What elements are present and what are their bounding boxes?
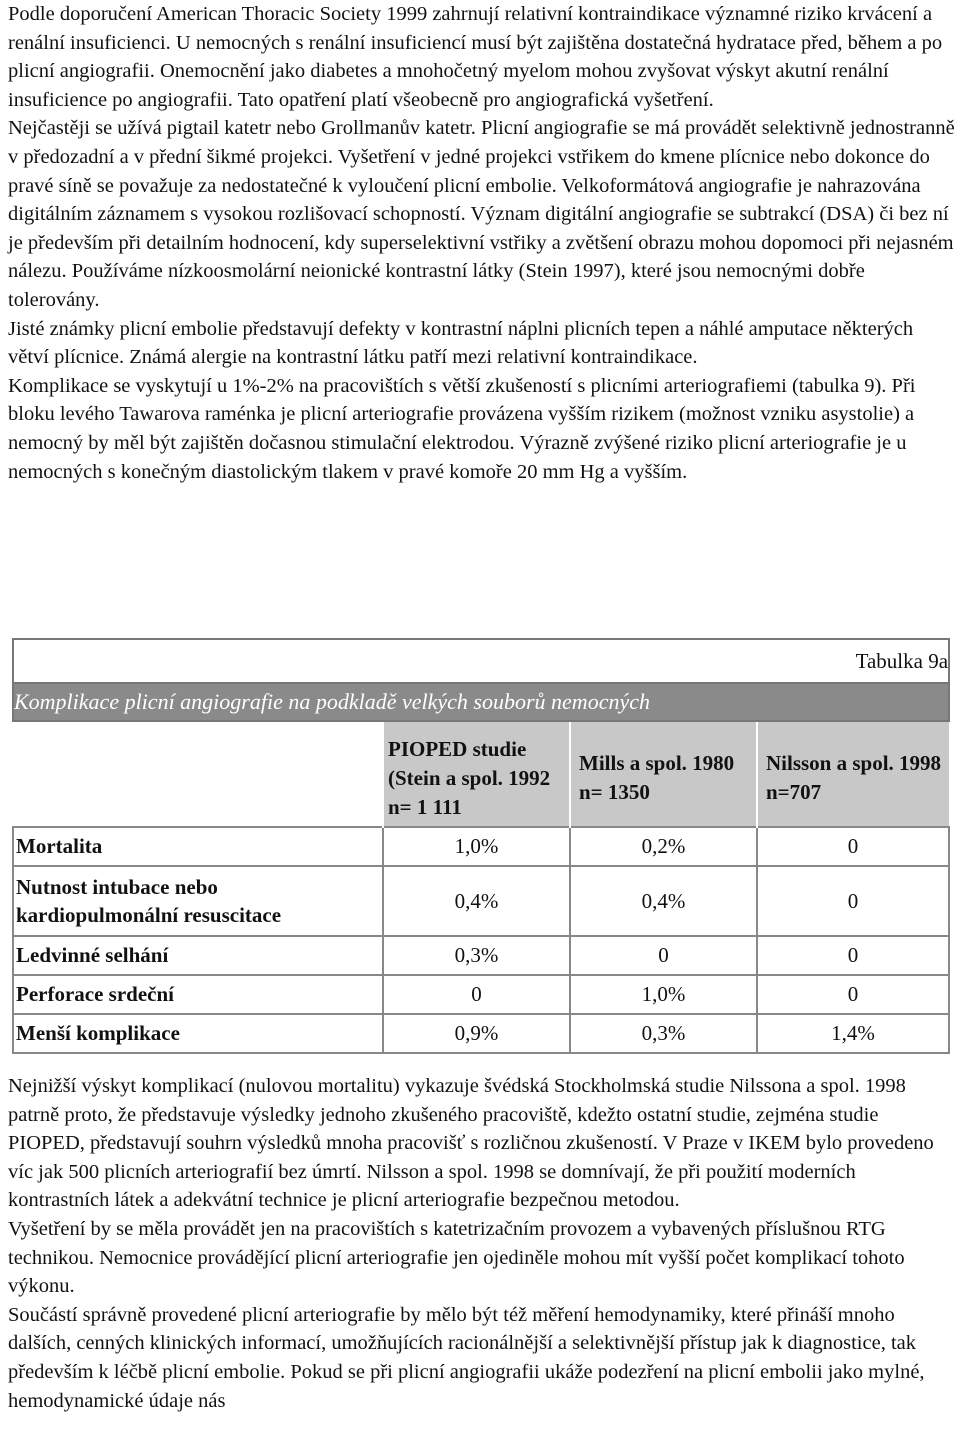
- paragraph-catheter-technique: Nejčastěji se užívá pigtail katetr nebo Grollmanův katetr. Plicní angiografie se má provádět selektivně jednostranně v předozadní a v přední šikmé projekci. Vyšetření v jedné projekci vstřikem do kmene plícnice nebo dokonce do pravé síně se považuje za nedostatečné k vyloučení plicní embolie. Velkoformátová angiografie je nahrazována digitálním záznamem s vysokou rozlišovací schopností. Význam digitální angiografie se subtrakcí (DSA) či bez ní je především při detailním hodnocení, kdy superselektivní vstřiky a zvětšení obrazu mohou dopomoci při nejasném nálezu. Používáme nízkoosmolární neionické kontrastní látky (Stein 1997), které jsou nemocnými dobře tolerovány.: [8, 117, 955, 311]
- table-row: [13, 1014, 949, 1053]
- cell-value: 1,4%: [757, 1014, 949, 1053]
- cell-value: 1,0%: [383, 827, 570, 866]
- table-row: [13, 866, 949, 936]
- row-label-intubation: Nutnost intubace nebo kardiopulmonální resuscitace: [13, 866, 383, 936]
- cell-value: 0,2%: [570, 827, 757, 866]
- table-row: [13, 975, 949, 1014]
- bottom-text-section: [8, 1072, 958, 1415]
- paragraph-contraindications: Podle doporučení American Thoracic Society 1999 zahrnují relativní kontraindikace významné riziko krvácení a renální insuficienci. U nemocných s renální insuficiencí musí být zajištěna dostatečná hydratace před, během a po plicní angiografii. Onemocnění jako diabetes a mnohočetný myelom mohou zvyšovat výskyt akutní renální insuficience po angiografii. Tato opatření platí všeobecně pro angiografická vyšetření.: [8, 3, 943, 111]
- cell-value: 0,4%: [570, 866, 757, 936]
- table-header-pioped: PIOPED studie (Stein a spol. 1992 n= 1 111: [383, 721, 570, 827]
- table-row: [13, 827, 949, 866]
- cell-value: 0: [383, 975, 570, 1014]
- paragraph-lowest-complications: Nejnižší výskyt komplikací (nulovou mortalitu) vykazuje švédská Stockholmská studie Nilssona a spol. 1998 patrně proto, že představuje výsledky jednoho zkušeného pracoviště, kdežto ostatní studie, zejména studie PIOPED, představují souhrn výsledků mnoha pracovišť s rozličnou zkušeností. V Praze v IKEM bylo provedeno víc jak 500 plicních arteriografií bez úmrtí. Nilsson a spol. 1998 se domnívají, že při použití moderních kontrastních látek a adekvátní technice je plicní arteriografie bezpečnou metodou.: [8, 1075, 934, 1212]
- table-header-empty: [13, 721, 383, 827]
- complications-table: [12, 638, 950, 1054]
- row-label-cardiac-perforation: Perforace srdeční: [13, 975, 383, 1014]
- cell-value: 0: [570, 936, 757, 975]
- cell-value: 0,4%: [383, 866, 570, 936]
- cell-value: 1,0%: [570, 975, 757, 1014]
- top-text-section: [8, 0, 958, 486]
- row-label-minor-complications: Menší komplikace: [13, 1014, 383, 1053]
- row-label-renal-failure: Ledvinné selhání: [13, 936, 383, 975]
- cell-value: 0: [757, 975, 949, 1014]
- paragraph-complications: Komplikace se vyskytují u 1%-2% na pracovištích s větší zkušeností s plicními arteriografiemi (tabulka 9). Při bloku levého Tawarova raménka je plicní arteriografie provázena vyšším rizikem (možnost vzniku asystolie) a nemocný by měl být zajištěn dočasnou stimulační elektrodou. Výrazně zvýšené riziko plicní arteriografie je u nemocných s konečným diastolickým tlakem v pravé komoře 20 mm Hg a vyšším.: [8, 374, 916, 483]
- table-header-nilsson: Nilsson a spol. 1998 n=707: [757, 721, 949, 827]
- table-caption: Tabulka 9a: [13, 639, 949, 683]
- paragraph-hemodynamics: Součástí správně provedené plicní arteriografie by mělo být též měření hemodynamiky, které přináší mnoho dalších, cenných klinických informací, umožňujících racionálnější a selektivnější přístup jak k diagnostice, tak především k léčbě plicní embolie. Pokud se při plicní angiografii ukáže podezření na plicní embolii jako mylné, hemodynamické údaje nás: [8, 1303, 925, 1412]
- table-row: [13, 936, 949, 975]
- row-label-mortality: Mortalita: [13, 827, 383, 866]
- paragraph-embolism-signs: Jisté známky plicní embolie představují defekty v kontrastní náplni plicních tepen a náhlé amputace některých větví plícnice. Známá alergie na kontrastní látku patří mezi relativní kontraindikace.: [8, 317, 914, 369]
- table-title: Komplikace plicní angiografie na podkladě velkých souborů nemocných: [13, 683, 949, 721]
- cell-value: 0,9%: [383, 1014, 570, 1053]
- cell-value: 0: [757, 827, 949, 866]
- complications-table-container: [12, 638, 948, 1054]
- cell-value: 0: [757, 866, 949, 936]
- table-header-mills: Mills a spol. 1980 n= 1350: [570, 721, 757, 827]
- paragraph-workplace-requirements: Vyšetření by se měla provádět jen na pracovištích s katetrizačním provozem a vybavených příslušnou RTG technikou. Nemocnice provádějící plicní arteriografie jen ojediněle mohou mít vyšší počet komplikací tohoto výkonu.: [8, 1217, 905, 1298]
- cell-value: 0,3%: [570, 1014, 757, 1053]
- cell-value: 0: [757, 936, 949, 975]
- cell-value: 0,3%: [383, 936, 570, 975]
